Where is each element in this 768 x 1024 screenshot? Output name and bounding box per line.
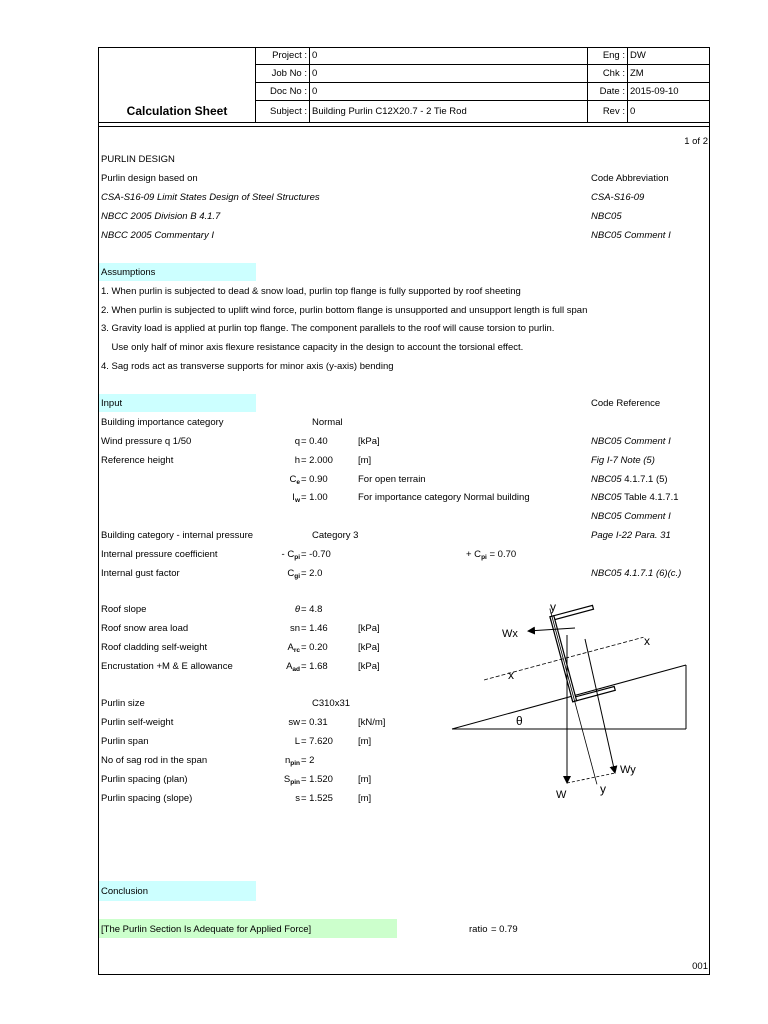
- project-label: Project :: [256, 47, 310, 65]
- input-value: = 1.525: [301, 793, 333, 804]
- input-value: = 1.520: [301, 774, 333, 785]
- input-value: = 1.00: [301, 492, 328, 503]
- input-value: = 1.68: [301, 661, 328, 672]
- date-label: Date :: [588, 83, 628, 101]
- input-description: Purlin spacing (plan): [101, 774, 188, 785]
- input-value: = 2: [301, 755, 315, 766]
- date-value: 2015-09-10: [628, 83, 710, 101]
- input-symbol: sw: [288, 717, 300, 728]
- input-description: Internal pressure coefficient: [101, 549, 218, 560]
- assumption-item: 3. Gravity load is applied at purlin top flange. The component parallels to the roof will cause torsion to purlin.: [101, 323, 555, 334]
- assumption-item: 1. When purlin is subjected to dead & snow load, purlin top flange is fully supported by roof sheeting: [101, 286, 521, 297]
- code-name: NBCC 2005 Division B 4.1.7: [101, 211, 221, 222]
- input-description: Roof slope: [101, 604, 147, 615]
- input-value: = 0.40: [301, 436, 328, 447]
- eng-value: DW: [628, 47, 710, 65]
- input-description: Purlin self-weight: [101, 717, 174, 728]
- code-reference: NBC05 Table 4.1.7.1: [591, 492, 679, 503]
- input-symbol: h: [294, 455, 300, 466]
- code-abbr: NBC05 Comment I: [591, 230, 671, 241]
- header-divider: [98, 126, 710, 127]
- code-abbr: CSA-S16-09: [591, 192, 645, 203]
- input-symbol: s: [295, 793, 300, 804]
- code-abbr: NBC05: [591, 211, 622, 222]
- input-symbol: $S_{pin}$: [283, 774, 300, 786]
- input-unit: [kPa]: [358, 436, 380, 447]
- y-axis-bottom-label: y: [600, 782, 606, 796]
- assumption-item: 4. Sag rods act as transverse supports for minor axis (y-axis) bending: [101, 361, 394, 372]
- input-description: Reference height: [101, 455, 174, 466]
- input-description: Roof cladding self-weight: [101, 642, 208, 653]
- input-unit: [m]: [358, 455, 372, 466]
- purlin-diagram: [440, 595, 690, 800]
- footer-code: 001: [692, 961, 708, 972]
- w-component-line: [567, 773, 615, 783]
- input-symbol: $A_{ad}$: [286, 661, 300, 673]
- input-symbol: q: [294, 436, 300, 447]
- code-reference: Page I-22 Para. 31: [591, 530, 671, 541]
- input-unit: [m]: [358, 774, 372, 785]
- input-description: Internal gust factor: [101, 568, 180, 579]
- input-value: = 4.8: [301, 604, 323, 615]
- code-reference: NBC05 4.1.7.1 (6)(c.): [591, 568, 682, 579]
- section-heading-input: Input: [101, 398, 123, 409]
- input-description: Roof snow area load: [101, 623, 189, 634]
- input-description: Wind pressure q 1/50: [101, 436, 192, 447]
- input-description: Encrustation +M & E allowance: [101, 661, 233, 672]
- conclusion-result: [The Purlin Section Is Adequate for Applied Force]: [101, 924, 312, 935]
- input-value: C310x31: [312, 698, 351, 709]
- input-value: = 0.90: [301, 474, 328, 485]
- input-description: Purlin span: [101, 736, 149, 747]
- code-reference-heading: Code Reference: [591, 398, 661, 409]
- doc-no-value: 0: [310, 83, 588, 101]
- section-heading-assumptions: Assumptions: [101, 267, 156, 278]
- wx-label: Wx: [502, 628, 518, 640]
- positive-cpi: + $C_{pi} = 0.70$: [466, 549, 517, 561]
- input-symbol: $A_{rc}$: [287, 642, 300, 654]
- input-unit: [kN/m]: [358, 717, 386, 728]
- job-no-label: Job No :: [256, 65, 310, 83]
- job-no-value: 0: [310, 65, 588, 83]
- code-reference: Fig I-7 Note (5): [591, 455, 655, 466]
- input-value: = 7.620: [301, 736, 333, 747]
- wx-arrow: [528, 628, 575, 631]
- chk-value: ZM: [628, 65, 710, 83]
- input-symbol: $C_e$: [289, 474, 300, 486]
- code-name: CSA-S16-09 Limit States Design of Steel Structures: [101, 192, 320, 203]
- input-unit: For importance category Normal building: [358, 492, 530, 503]
- input-value: = 0.20: [301, 642, 328, 653]
- input-unit: [kPa]: [358, 623, 380, 634]
- input-description: No of sag rod in the span: [101, 755, 208, 766]
- ratio-label: ratio: [469, 924, 488, 935]
- input-symbol: - $C_{pi}$: [281, 549, 300, 561]
- section-heading-purlin-design: PURLIN DESIGN: [101, 154, 175, 165]
- rev-value: 0: [628, 101, 710, 123]
- rev-label: Rev :: [588, 101, 628, 123]
- input-value: Category 3: [312, 530, 359, 541]
- chk-label: Chk :: [588, 65, 628, 83]
- input-unit: [m]: [358, 736, 372, 747]
- input-symbol: $I_w$: [292, 492, 300, 504]
- y-axis-top-label: y: [550, 600, 556, 614]
- input-symbol: $n_{pin}$: [284, 755, 300, 767]
- x-axis-left-label: x: [508, 668, 514, 682]
- sheet-header: [98, 47, 710, 123]
- subject-value: Building Purlin C12X20.7 - 2 Tie Rod: [310, 101, 588, 123]
- assumption-item: 2. When purlin is subjected to uplift wind force, purlin bottom flange is unsupported and unsupport length is full span: [101, 305, 588, 316]
- input-unit: [m]: [358, 793, 372, 804]
- assumption-item: Use only half of minor axis flexure resistance capacity in the design to account the torsional effect.: [101, 342, 524, 353]
- input-value: = 1.46: [301, 623, 328, 634]
- sheet-title: Calculation Sheet: [126, 104, 228, 118]
- input-highlight: [99, 394, 256, 412]
- input-symbol: L: [294, 736, 300, 747]
- input-symbol: θ: [294, 604, 300, 615]
- x-axis-right-label: x: [644, 634, 650, 648]
- design-basis-label: Purlin design based on: [101, 173, 198, 184]
- input-value: = 2.0: [301, 568, 323, 579]
- input-description: Building importance category: [101, 417, 224, 428]
- code-reference: NBC05 Comment I: [591, 436, 671, 447]
- eng-label: Eng :: [588, 47, 628, 65]
- wy-label: Wy: [620, 764, 636, 776]
- theta-label: θ: [516, 714, 523, 728]
- section-heading-conclusion: Conclusion: [101, 886, 148, 897]
- input-symbol: sn: [289, 623, 300, 634]
- input-value: = -0.70: [301, 549, 331, 560]
- input-description: Purlin spacing (slope): [101, 793, 193, 804]
- code-reference: NBC05 4.1.7.1 (5): [591, 474, 668, 485]
- code-name: NBCC 2005 Commentary I: [101, 230, 214, 241]
- subject-label: Subject :: [256, 101, 310, 123]
- page-number: 1 of 2: [684, 136, 708, 147]
- code-reference: NBC05 Comment I: [591, 511, 671, 522]
- input-description: Building category - internal pressure: [101, 530, 254, 541]
- code-abbreviation-heading: Code Abbreviation: [591, 173, 669, 184]
- input-unit: [kPa]: [358, 661, 380, 672]
- input-unit: For open terrain: [358, 474, 426, 485]
- wy-arrow: [585, 639, 615, 773]
- input-value: = 2.000: [301, 455, 333, 466]
- input-value: Normal: [312, 417, 343, 428]
- doc-no-label: Doc No :: [256, 83, 310, 101]
- w-label: W: [556, 789, 567, 800]
- ratio-value: = 0.79: [491, 924, 518, 935]
- purlin-section-icon: [471, 595, 677, 800]
- input-unit: [kPa]: [358, 642, 380, 653]
- project-value: 0: [310, 47, 588, 65]
- input-description: Purlin size: [101, 698, 145, 709]
- input-value: = 0.31: [301, 717, 328, 728]
- input-symbol: $C_{gi}$: [287, 568, 300, 580]
